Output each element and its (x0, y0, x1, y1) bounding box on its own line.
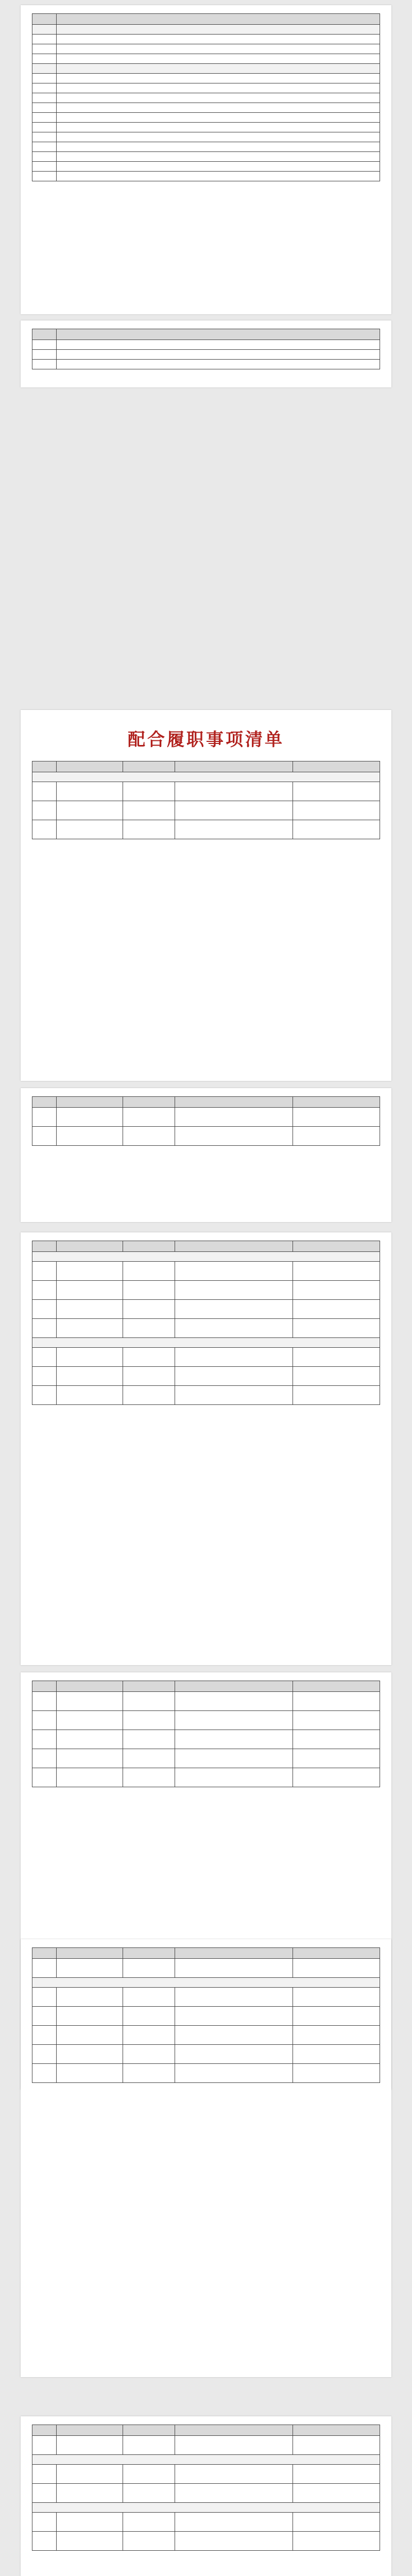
table-row (32, 1300, 380, 1319)
row-number (32, 162, 57, 172)
table-cell (123, 1262, 175, 1281)
table-header-row (32, 329, 380, 340)
table-cell (175, 1749, 293, 1768)
duty-matrix-table (32, 1241, 380, 1405)
row-number (32, 123, 57, 132)
table-cell (175, 1348, 293, 1367)
item-list-table (32, 13, 380, 181)
section-heading (32, 1338, 380, 1348)
column-header (32, 2425, 57, 2436)
table-row (32, 2513, 380, 2532)
row-number (32, 360, 57, 369)
table-cell (293, 1768, 380, 1787)
table-row (32, 2064, 380, 2083)
table-cell (123, 1108, 175, 1127)
table-row (32, 2026, 380, 2045)
table-cell (293, 1281, 380, 1300)
table-cell (175, 1108, 293, 1127)
table-cell (293, 1262, 380, 1281)
row-number (32, 2436, 57, 2455)
table-row (32, 54, 380, 64)
column-header (32, 761, 57, 772)
table-cell (57, 2436, 123, 2455)
item-text (57, 142, 380, 152)
table-row (32, 162, 380, 172)
table-cell (57, 1319, 123, 1338)
row-number (32, 1300, 57, 1319)
table-row (32, 44, 380, 54)
table-cell (175, 2513, 293, 2532)
table-cell (175, 782, 293, 801)
table-cell (293, 2007, 380, 2026)
row-number (32, 113, 57, 123)
row-number (32, 74, 57, 83)
column-header (175, 1681, 293, 1692)
item-text (57, 350, 380, 360)
row-number (32, 1281, 57, 1300)
row-number (32, 340, 57, 350)
table-cell (175, 1127, 293, 1146)
table-cell (175, 2064, 293, 2083)
row-number (32, 2532, 57, 2551)
section-heading (57, 64, 380, 74)
table-cell (123, 2064, 175, 2083)
row-number (32, 1749, 57, 1768)
table-row (32, 340, 380, 350)
table-cell (57, 2064, 123, 2083)
table-row (32, 2465, 380, 2484)
table-cell (175, 1768, 293, 1787)
item-text (57, 340, 380, 350)
column-header (32, 1241, 57, 1252)
column-header (293, 1948, 380, 1959)
table-cell (293, 820, 380, 839)
table-cell (123, 2045, 175, 2064)
table-cell (57, 1730, 123, 1749)
column-header (175, 1948, 293, 1959)
table-cell (57, 1367, 123, 1386)
column-header (57, 14, 380, 25)
table-cell (123, 1749, 175, 1768)
table-cell (57, 2532, 123, 2551)
document-page (21, 1232, 391, 1665)
table-row (32, 1281, 380, 1300)
table-cell (175, 1281, 293, 1300)
table-cell (123, 1319, 175, 1338)
table-cell (123, 1281, 175, 1300)
section-row (32, 25, 380, 35)
row-number (32, 132, 57, 142)
table-cell (175, 801, 293, 820)
row-number (32, 1348, 57, 1367)
table-cell (293, 2026, 380, 2045)
table-row (32, 93, 380, 103)
table-cell (123, 782, 175, 801)
table-row (32, 1730, 380, 1749)
row-number (32, 93, 57, 103)
row-number (32, 782, 57, 801)
item-text (57, 35, 380, 44)
row-number (32, 1108, 57, 1127)
table-row (32, 1262, 380, 1281)
column-header (123, 1681, 175, 1692)
table-cell (123, 1367, 175, 1386)
section-heading (32, 2503, 380, 2513)
section-row (32, 772, 380, 782)
table-cell (123, 1386, 175, 1405)
table-cell (57, 1386, 123, 1405)
column-header (32, 14, 57, 25)
table-cell (293, 2484, 380, 2503)
duty-matrix-table (32, 1096, 380, 1146)
table-cell (175, 1367, 293, 1386)
document-page (21, 320, 391, 387)
table-row (32, 113, 380, 123)
column-header (293, 1681, 380, 1692)
document-page (21, 2416, 391, 2576)
table-cell (175, 1300, 293, 1319)
table-row (32, 2532, 380, 2551)
row-number (32, 1692, 57, 1711)
row-number (32, 152, 57, 162)
table-cell (57, 782, 123, 801)
table-row (32, 1108, 380, 1127)
table-row (32, 1749, 380, 1768)
table-cell (57, 1348, 123, 1367)
table-row (32, 2436, 380, 2455)
table-row (32, 820, 380, 839)
item-text (57, 172, 380, 181)
table-cell (57, 2045, 123, 2064)
row-number (32, 1367, 57, 1386)
duty-matrix-table (32, 761, 380, 839)
item-list-table (32, 329, 380, 369)
row-number (32, 820, 57, 839)
table-row (32, 1127, 380, 1146)
section-row (32, 1338, 380, 1348)
column-header (175, 2425, 293, 2436)
column-header (32, 329, 57, 340)
column-header (123, 2425, 175, 2436)
row-number (32, 103, 57, 113)
table-header-row (32, 1681, 380, 1692)
table-cell (175, 2436, 293, 2455)
table-cell (293, 1300, 380, 1319)
table-row (32, 2045, 380, 2064)
table-cell (175, 2532, 293, 2551)
document-page (21, 5, 391, 314)
table-cell (175, 1386, 293, 1405)
row-number (32, 1768, 57, 1787)
table-cell (57, 1127, 123, 1146)
table-row (32, 2484, 380, 2503)
table-cell (57, 1749, 123, 1768)
table-header-row (32, 761, 380, 772)
table-cell (293, 1692, 380, 1711)
section-row (32, 1252, 380, 1262)
table-row (32, 1348, 380, 1367)
item-text (57, 103, 380, 113)
table-row (32, 74, 380, 83)
column-header (293, 1241, 380, 1252)
item-text (57, 93, 380, 103)
table-cell (57, 2007, 123, 2026)
table-cell (175, 1711, 293, 1730)
duty-matrix-table (32, 2425, 380, 2551)
table-cell (57, 1988, 123, 2007)
item-text (57, 162, 380, 172)
table-row (32, 360, 380, 369)
table-row (32, 801, 380, 820)
table-cell (293, 1367, 380, 1386)
table-cell (293, 1348, 380, 1367)
table-cell (57, 2465, 123, 2484)
table-cell (293, 2465, 380, 2484)
table-row (32, 1692, 380, 1711)
item-text (57, 44, 380, 54)
row-number (32, 172, 57, 181)
table-cell (175, 2007, 293, 2026)
table-cell (123, 2484, 175, 2503)
table-row (32, 1367, 380, 1386)
row-number (32, 2064, 57, 2083)
row-number (32, 1262, 57, 1281)
column-header (293, 1097, 380, 1108)
table-cell (57, 1768, 123, 1787)
row-number (32, 1319, 57, 1338)
column-header (32, 1097, 57, 1108)
table-cell (175, 820, 293, 839)
table-row (32, 35, 380, 44)
table-header-row (32, 14, 380, 25)
table-row (32, 2007, 380, 2026)
column-header (57, 2425, 123, 2436)
table-cell (293, 2045, 380, 2064)
table-cell (123, 1348, 175, 1367)
document-page (21, 1939, 391, 2377)
table-cell (57, 2484, 123, 2503)
document-page (21, 1088, 391, 1222)
document-title: 配合履职事项清单 (128, 730, 284, 750)
table-cell (293, 1127, 380, 1146)
row-number (32, 1988, 57, 2007)
table-cell (123, 1711, 175, 1730)
table-row (32, 350, 380, 360)
row-number (32, 54, 57, 64)
column-header (293, 2425, 380, 2436)
row-number (32, 64, 57, 74)
row-number (32, 1730, 57, 1749)
duty-matrix-table (32, 1681, 380, 1787)
row-number (32, 35, 57, 44)
table-row (32, 83, 380, 93)
column-header (123, 761, 175, 772)
table-cell (293, 801, 380, 820)
item-text (57, 74, 380, 83)
row-number (32, 1127, 57, 1146)
table-header-row (32, 1241, 380, 1252)
table-row (32, 1386, 380, 1405)
item-text (57, 113, 380, 123)
table-cell (175, 1262, 293, 1281)
table-row (32, 782, 380, 801)
table-row (32, 1988, 380, 2007)
table-cell (293, 2436, 380, 2455)
table-cell (123, 1127, 175, 1146)
table-row (32, 142, 380, 152)
document-page (21, 710, 391, 1081)
section-heading (32, 2455, 380, 2465)
row-number (32, 801, 57, 820)
column-header (32, 1948, 57, 1959)
row-number (32, 2513, 57, 2532)
section-heading (32, 1252, 380, 1262)
table-cell (123, 2436, 175, 2455)
column-header (293, 761, 380, 772)
table-cell (57, 1300, 123, 1319)
column-header (123, 1097, 175, 1108)
table-cell (175, 2484, 293, 2503)
table-cell (293, 1749, 380, 1768)
table-cell (123, 1959, 175, 1978)
table-row (32, 132, 380, 142)
table-cell (175, 1730, 293, 1749)
item-text (57, 360, 380, 369)
row-number (32, 2484, 57, 2503)
column-header (57, 1948, 123, 1959)
table-cell (175, 2465, 293, 2484)
table-cell (293, 1319, 380, 1338)
table-header-row (32, 1097, 380, 1108)
table-cell (293, 1386, 380, 1405)
table-row (32, 103, 380, 113)
table-cell (123, 2465, 175, 2484)
table-cell (123, 2513, 175, 2532)
table-cell (57, 1959, 123, 1978)
table-cell (57, 820, 123, 839)
section-row (32, 2455, 380, 2465)
table-row (32, 152, 380, 162)
table-cell (123, 801, 175, 820)
item-text (57, 54, 380, 64)
table-cell (57, 2026, 123, 2045)
column-header (57, 761, 123, 772)
row-number (32, 350, 57, 360)
section-row (32, 1978, 380, 1988)
item-text (57, 132, 380, 142)
column-header (57, 329, 380, 340)
column-header (123, 1948, 175, 1959)
table-cell (293, 1730, 380, 1749)
table-cell (293, 2532, 380, 2551)
table-row (32, 1711, 380, 1730)
table-cell (57, 1281, 123, 1300)
row-number (32, 2465, 57, 2484)
table-cell (57, 1711, 123, 1730)
table-cell (175, 1959, 293, 1978)
row-number (32, 1959, 57, 1978)
table-cell (123, 1300, 175, 1319)
table-cell (123, 2532, 175, 2551)
row-number (32, 2045, 57, 2064)
table-cell (293, 2064, 380, 2083)
column-header (32, 1681, 57, 1692)
table-row (32, 1319, 380, 1338)
section-heading (57, 25, 380, 35)
table-row (32, 1768, 380, 1787)
table-cell (57, 2513, 123, 2532)
row-number (32, 142, 57, 152)
table-cell (57, 1262, 123, 1281)
column-header (175, 761, 293, 772)
table-cell (293, 1108, 380, 1127)
table-cell (123, 1768, 175, 1787)
row-number (32, 83, 57, 93)
table-cell (175, 2045, 293, 2064)
row-number (32, 44, 57, 54)
table-cell (175, 1988, 293, 2007)
table-row (32, 1959, 380, 1978)
table-header-row (32, 1948, 380, 1959)
column-header (57, 1681, 123, 1692)
section-heading (32, 1978, 380, 1988)
section-heading (32, 772, 380, 782)
table-cell (123, 1692, 175, 1711)
item-text (57, 152, 380, 162)
column-header (123, 1241, 175, 1252)
row-number (32, 25, 57, 35)
table-cell (57, 1692, 123, 1711)
column-header (175, 1097, 293, 1108)
table-cell (293, 782, 380, 801)
section-row (32, 64, 380, 74)
duty-matrix-table (32, 1947, 380, 2083)
table-cell (175, 2026, 293, 2045)
row-number (32, 1711, 57, 1730)
table-cell (123, 1730, 175, 1749)
column-header (175, 1241, 293, 1252)
table-cell (293, 2513, 380, 2532)
table-cell (175, 1319, 293, 1338)
row-number (32, 2007, 57, 2026)
table-cell (123, 2007, 175, 2026)
table-cell (123, 820, 175, 839)
table-row (32, 172, 380, 181)
table-cell (123, 1988, 175, 2007)
table-cell (57, 1108, 123, 1127)
table-cell (175, 1692, 293, 1711)
section-row (32, 2503, 380, 2513)
column-header (57, 1097, 123, 1108)
table-cell (123, 2026, 175, 2045)
table-cell (293, 1959, 380, 1978)
column-header (57, 1241, 123, 1252)
table-cell (57, 801, 123, 820)
table-cell (293, 1711, 380, 1730)
table-header-row (32, 2425, 380, 2436)
table-cell (293, 1988, 380, 2007)
row-number (32, 2026, 57, 2045)
row-number (32, 1386, 57, 1405)
item-text (57, 123, 380, 132)
table-row (32, 123, 380, 132)
item-text (57, 83, 380, 93)
